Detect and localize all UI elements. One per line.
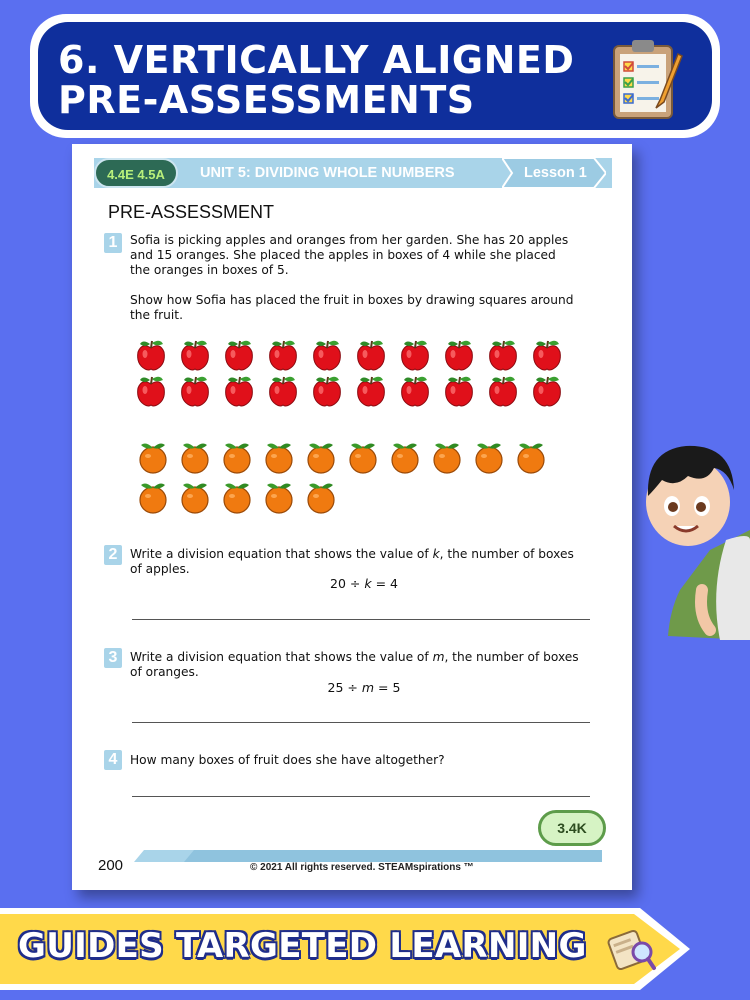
- question-3-text-pre: Write a division equation that shows the value of: [130, 650, 433, 664]
- question-2-line2: of apples.: [130, 562, 190, 576]
- banner-title-line2: PRE-ASSESSMENTS: [58, 78, 475, 122]
- section-title: PRE-ASSESSMENT: [108, 202, 275, 222]
- apple-icon: [222, 338, 256, 372]
- question-2-variable: k: [432, 547, 440, 561]
- question-2-equation: [264, 576, 464, 591]
- apple-icon: [530, 374, 564, 408]
- orange-icon: [472, 440, 506, 474]
- bottom-banner-text: GUIDES TARGETED LEARNING: [18, 926, 587, 966]
- orange-icon: [220, 480, 254, 514]
- orange-icon: [388, 440, 422, 474]
- orange-icon: [304, 440, 338, 474]
- top-banner-inner: [38, 22, 712, 130]
- page-number: 200: [98, 857, 124, 874]
- question-4-text: How many boxes of fruit does she have altogether?: [130, 753, 445, 767]
- orange-row: [136, 440, 556, 474]
- apple-icon: [222, 374, 256, 408]
- question-4-number: 4: [104, 750, 122, 770]
- question-2-text-pre: Write a division equation that shows the value of: [130, 547, 433, 561]
- question-3-text: [130, 650, 610, 680]
- question-1-text: [130, 233, 610, 278]
- apple-icon: [442, 374, 476, 408]
- apple-icon: [178, 374, 212, 408]
- apple-icon: [486, 338, 520, 372]
- answer-line[interactable]: [132, 619, 590, 620]
- instruction-line: Show how Sofia has placed the fruit in boxes by drawing squares around: [130, 293, 574, 307]
- apple-icon: [354, 338, 388, 372]
- question-3-variable: m: [432, 650, 445, 664]
- answer-line[interactable]: [132, 796, 590, 797]
- banner-title: [58, 40, 618, 120]
- apple-icon: [398, 374, 432, 408]
- apple-icon: [530, 338, 564, 372]
- question-3-line2: of oranges.: [130, 665, 199, 679]
- lesson-label: Lesson 1: [524, 165, 587, 181]
- orange-icon: [136, 480, 170, 514]
- question-1-line: the oranges in boxes of 5.: [130, 263, 289, 277]
- equation-variable: m: [361, 680, 375, 695]
- equation-post: = 4: [371, 576, 398, 591]
- equation-pre: 25 ÷: [327, 680, 362, 695]
- apple-icon: [178, 338, 212, 372]
- question-3-text-post: , the number of boxes: [444, 650, 579, 664]
- apple-icon: [354, 374, 388, 408]
- orange-icon: [262, 480, 296, 514]
- apple-icon: [134, 374, 168, 408]
- standards-badge: 4.4E 4.5A: [94, 158, 178, 188]
- worksheet-page: [72, 144, 632, 890]
- equation-variable: k: [364, 576, 372, 591]
- orange-icon: [178, 440, 212, 474]
- boy-mascot-illustration: [640, 440, 750, 640]
- orange-icon: [304, 480, 338, 514]
- answer-line[interactable]: [132, 722, 590, 723]
- orange-icon: [514, 440, 548, 474]
- orange-icon: [178, 480, 212, 514]
- apple-icon: [398, 338, 432, 372]
- instruction-line: the fruit.: [130, 308, 183, 322]
- question-2-text-post: , the number of boxes: [439, 547, 574, 561]
- question-1-instruction: [130, 293, 610, 323]
- orange-icon: [262, 440, 296, 474]
- equation-pre: 20 ÷: [330, 576, 365, 591]
- orange-icon: [220, 440, 254, 474]
- copyright-text: © 2021 All rights reserved. STEAMspirations ™: [250, 862, 474, 873]
- clipboard-checklist-icon: [608, 36, 688, 122]
- banner-title-line1: 6. VERTICALLY ALIGNED: [58, 38, 575, 82]
- question-1-line: Sofia is picking apples and oranges from her garden. She has 20 apples: [130, 233, 569, 247]
- orange-icon: [136, 440, 170, 474]
- teks-code-badge: 3.4K: [538, 810, 606, 846]
- question-3-number: 3: [104, 648, 122, 668]
- apple-row: [134, 374, 574, 408]
- apple-row: [134, 338, 574, 372]
- apple-icon: [266, 338, 300, 372]
- apple-icon: [486, 374, 520, 408]
- orange-icon: [346, 440, 380, 474]
- question-2-text: [130, 547, 610, 577]
- top-banner: [30, 14, 720, 138]
- orange-icon: [430, 440, 464, 474]
- question-3-equation: [264, 680, 464, 695]
- apple-icon: [266, 374, 300, 408]
- question-2-number: 2: [104, 545, 122, 565]
- question-1-number: 1: [104, 233, 122, 253]
- apple-icon: [310, 374, 344, 408]
- apple-icon: [134, 338, 168, 372]
- scroll-magnifier-icon: [606, 922, 658, 974]
- unit-title: UNIT 5: DIVIDING WHOLE NUMBERS: [200, 165, 455, 181]
- equation-post: = 5: [374, 680, 401, 695]
- apple-icon: [310, 338, 344, 372]
- orange-row: [136, 480, 346, 514]
- question-1-line: and 15 oranges. She placed the apples in boxes of 4 while she placed: [130, 248, 556, 262]
- apple-icon: [442, 338, 476, 372]
- footer-bar: [134, 850, 602, 862]
